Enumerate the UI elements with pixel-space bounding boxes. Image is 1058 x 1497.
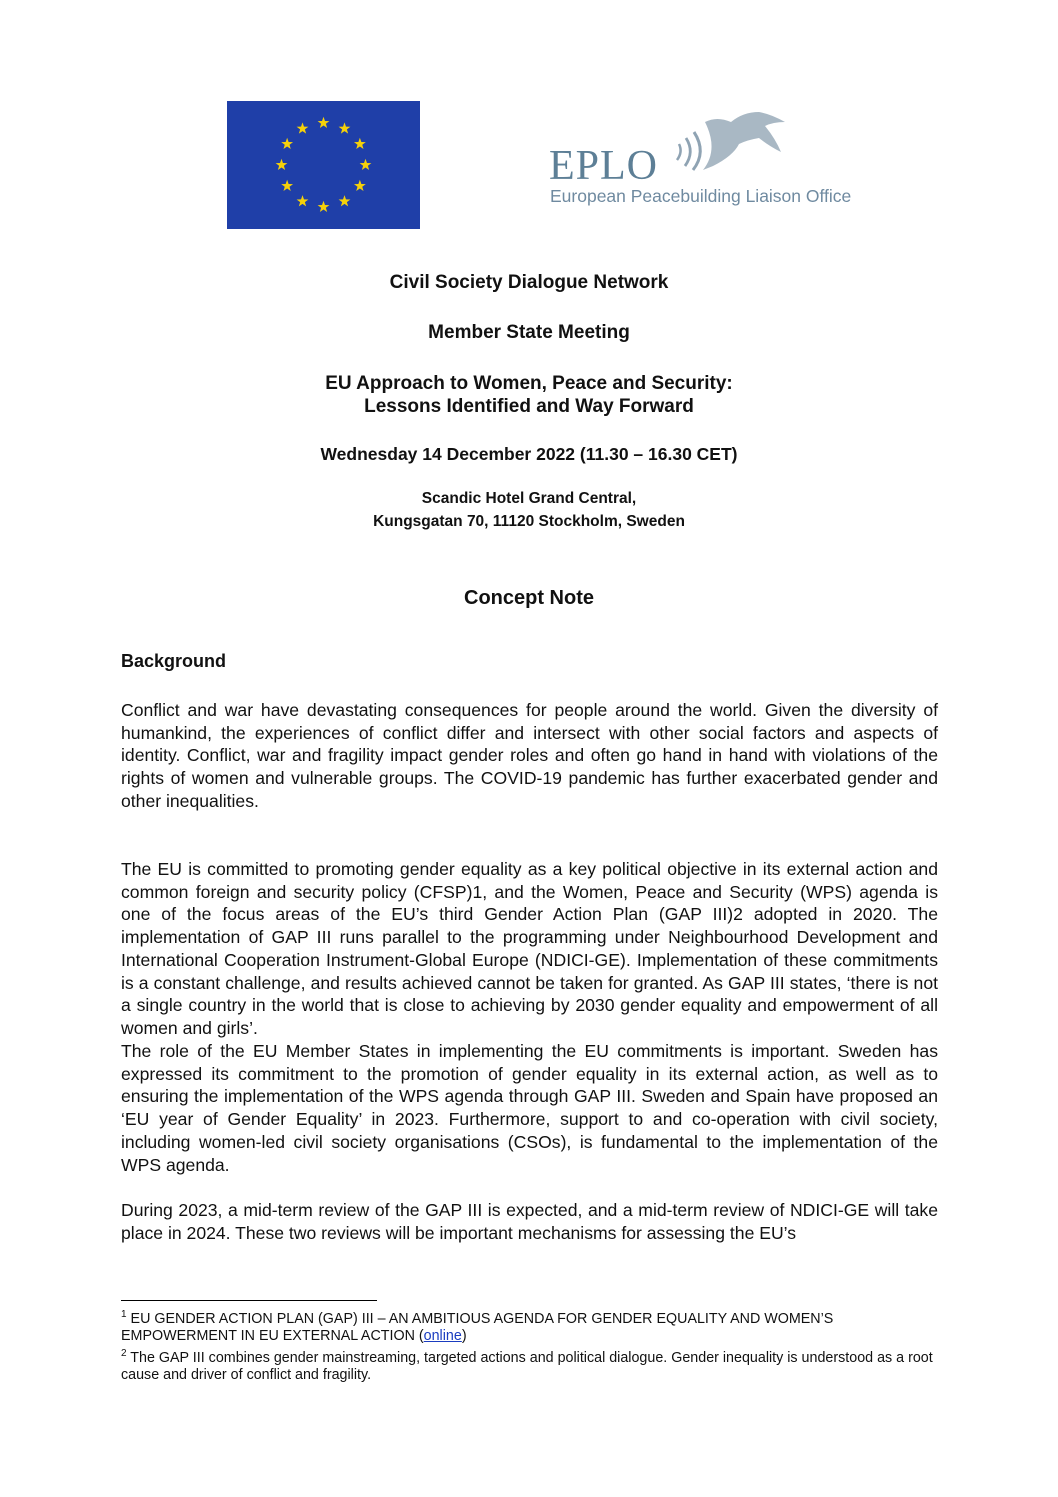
footnote-2-text: The GAP III combines gender mainstreaming, targeted actions and political dialogue. Gender inequality is understood as a root cause and driver of conflict and fragility. bbox=[121, 1350, 933, 1383]
eu-star-icon bbox=[281, 138, 293, 149]
eu-star-icon bbox=[354, 180, 366, 191]
eplo-logo bbox=[545, 108, 890, 208]
eu-star-icon bbox=[281, 180, 293, 191]
eu-star-icon bbox=[297, 122, 309, 133]
eu-star-icon bbox=[297, 195, 309, 206]
eplo-wordmark: EPLO bbox=[549, 143, 658, 189]
meeting-venue bbox=[0, 487, 1058, 533]
footnote-1-text: EU GENDER ACTION PLAN (GAP) III – AN AMBITIOUS AGENDA FOR GENDER EQUALITY AND WOMEN’S EMPOWERMENT IN EU EXTERNAL ACTION ( bbox=[121, 1311, 834, 1344]
footnote-1-close: ) bbox=[461, 1328, 467, 1344]
venue-line-1: Scandic Hotel Grand Central, bbox=[421, 490, 637, 507]
eu-star-icon bbox=[339, 122, 351, 133]
document-title-line-2: Lessons Identified and Way Forward bbox=[364, 396, 694, 417]
document-title-line-1: EU Approach to Women, Peace and Security: bbox=[325, 373, 733, 394]
eplo-subtitle: European Peacebuilding Liaison Office bbox=[550, 186, 852, 206]
meeting-title: Member State Meeting bbox=[428, 322, 630, 343]
footnote-divider bbox=[121, 1300, 377, 1301]
venue-line-2: Kungsgatan 70, 11120 Stockholm, Sweden bbox=[373, 513, 685, 530]
eplo-bird-icon bbox=[673, 108, 788, 178]
meeting-date: Wednesday 14 December 2022 (11.30 – 16.30 CET) bbox=[320, 444, 738, 464]
network-title: Civil Society Dialogue Network bbox=[389, 272, 669, 293]
paragraph-2: The EU is committed to promoting gender equality as a key political objective in its external action and common foreign and security policy (CFSP)1, and the Women, Peace and Security (WPS) agenda is one of the focus areas of the EU’s third Gender Action Plan (GAP III)2 adopted in 2020. The implementation of GAP III runs parallel to the programming under Neighbourhood Development and International Cooperation Instrument-Global Europe (NDICI-GE). Implementation of these commitments is a constant challenge, and results achieved cannot be taken for granted. As GAP III states, ‘there is not a single country in the world that is close to achieving by 2030 gender equality and empowerment of all women and girls’. bbox=[121, 859, 938, 1038]
eu-star-icon bbox=[276, 159, 288, 170]
footnote-1 bbox=[121, 1311, 951, 1345]
paragraph-1: Conflict and war have devastating consequences for people around the world. Given the diversity of humankind, the experiences of conflict differ and intersect with other social factors and aspects of identity. Conflict, war and fragility impact gender roles and often go hand in hand with violations of the rights of women and vulnerable groups. The COVID-19 pandemic has further exacerbated gender and other inequalities. bbox=[121, 700, 938, 811]
paragraph-3: The role of the EU Member States in implementing the EU commitments is important. Sweden has expressed its commitment to the promotion of gender equality in its external action, as well as to ensuring the implementation of the WPS agenda through GAP III. Sweden and Spain have proposed an ‘EU year of Gender Equality’ in 2023. Furthermore, support to and co-operation with civil society, including women-led civil society organisations (CSOs), is fundamental to the implementation of the WPS agenda. bbox=[121, 1041, 938, 1175]
concept-note-heading: Concept Note bbox=[464, 587, 594, 609]
background-heading: Background bbox=[121, 651, 227, 671]
document-title bbox=[0, 372, 1058, 418]
eu-star-icon bbox=[339, 195, 351, 206]
eu-star-icon bbox=[360, 159, 372, 170]
eu-stars-icon bbox=[227, 101, 420, 229]
footnote-2-marker: 2 bbox=[121, 1348, 127, 1360]
paragraph-4: During 2023, a mid-term review of the GAP III is expected, and a mid-term review of NDICI-GE will take place in 2024. These two reviews will be important mechanisms for assessing the EU’s bbox=[121, 1200, 938, 1243]
footnote-2 bbox=[121, 1350, 951, 1384]
footnote-1-online-link[interactable]: online bbox=[423, 1328, 462, 1344]
footnote-1-marker: 1 bbox=[121, 1309, 127, 1321]
eu-star-icon bbox=[318, 117, 330, 128]
eu-star-icon bbox=[354, 138, 366, 149]
eu-star-icon bbox=[318, 201, 330, 212]
eu-flag-logo bbox=[227, 101, 420, 229]
